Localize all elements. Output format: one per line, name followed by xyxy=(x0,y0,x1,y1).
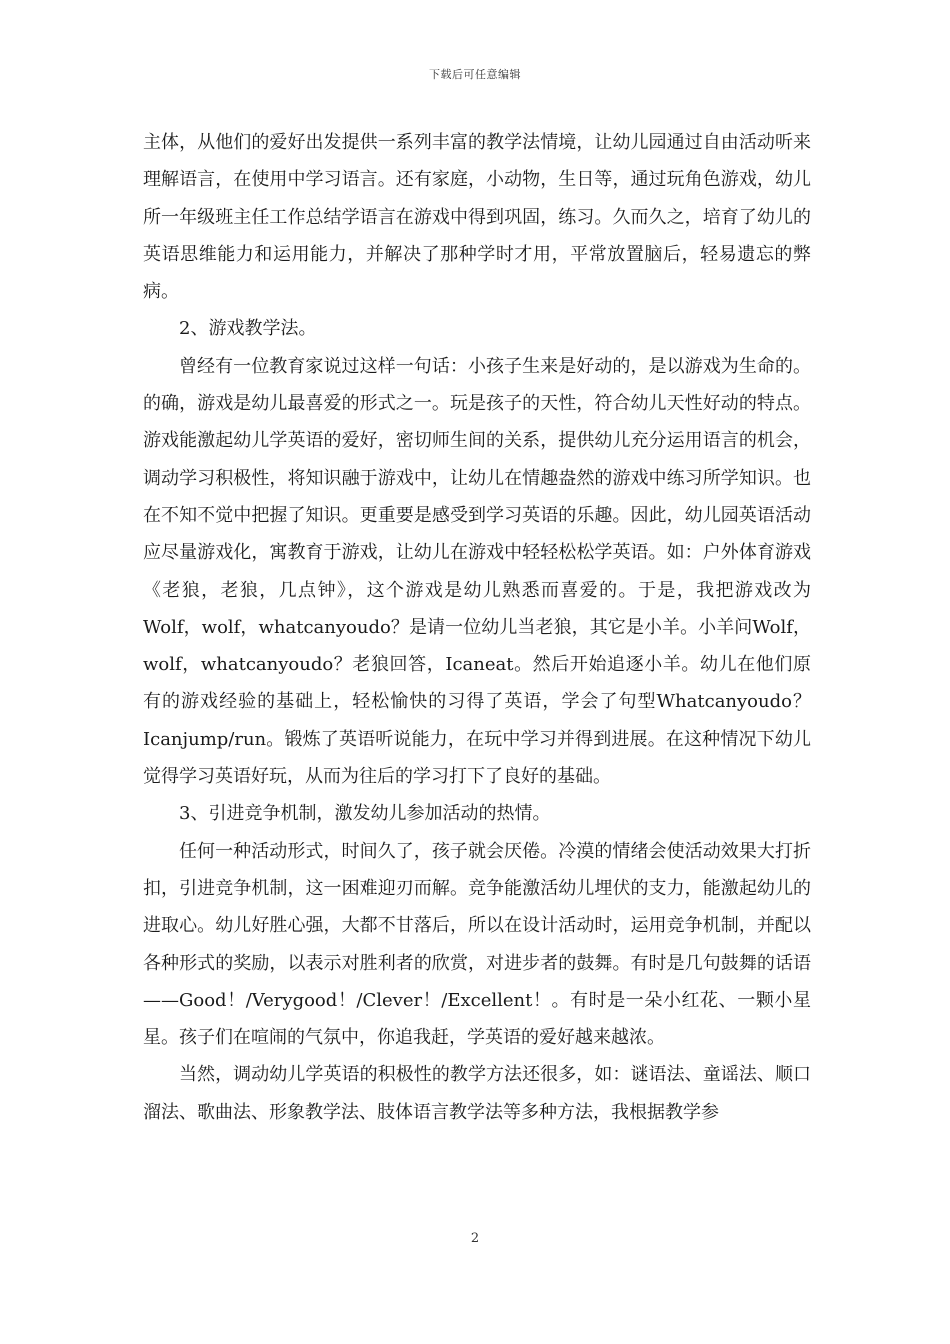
paragraph-competition: 任何一种活动形式，时间久了，孩子就会厌倦。冷漠的情绪会使活动效果大打折扣，引进竞争机制，这一困难迎刃而解。竞争能激活幼儿埋伏的支力，能激起幼儿的进取心。幼儿好胜心强，大都不甘落后，所以在设计活动时，运用竞争机制，并配以各种形式的奖励，以表示对胜利者的欣赏，对进步者的鼓舞。有时是几句鼓舞的话语——Good！/Verygood！/Clever！/Excellent！。有时是一朵小红花、一颗小星星。孩子们在喧闹的气氛中，你追我赶，学英语的爱好越来越浓。 xyxy=(143,840,811,1049)
section-heading-competition: 3、引进竞争机制，激发幼儿参加活动的热情。 xyxy=(179,803,551,825)
document-body xyxy=(143,124,811,1131)
page-header: 下载后可任意编辑 xyxy=(429,68,521,81)
section-heading-game-method: 2、游戏教学法。 xyxy=(179,318,317,340)
paragraph-other-methods: 当然，调动幼儿学英语的积极性的教学方法还很多，如：谜语法、童谣法、顺口溜法、歌曲法、形象教学法、肢体语言教学法等多种方法，我根据教学参 xyxy=(143,1064,811,1123)
paragraph-game-method: 曾经有一位教育家说过这样一句话：小孩子生来是好动的，是以游戏为生命的。的确，游戏是幼儿最喜爱的形式之一。玩是孩子的天性，符合幼儿天性好动的特点。游戏能激起幼儿学英语的爱好，密切师生间的关系，提供幼儿充分运用语言的机会，调动学习积极性，将知识融于游戏中，让幼儿在情趣盎然的游戏中练习所学知识。也在不知不觉中把握了知识。更重要是感受到学习英语的乐趣。因此，幼儿园英语活动应尽量游戏化，寓教育于游戏，让幼儿在游戏中轻轻松松学英语。如：户外体育游戏《老狼，老狼，几点钟》，这个游戏是幼儿熟悉而喜爱的。于是，我把游戏改为Wolf，wolf，whatcanyoudo？是请一位幼儿当老狼，其它是小羊。小羊问Wolf，wolf，whatcanyoudo？老狼回答，Icaneat。然后开始追逐小羊。幼儿在他们原有的游戏经验的基础上，轻松愉快的习得了英语，学会了句型Whatcanyoudo？Icanjump/run。锻炼了英语听说能力，在玩中学习并得到进展。在这种情况下幼儿觉得学习英语好玩，从而为往后的学习打下了良好的基础。 xyxy=(143,355,811,788)
paragraph-continuation: 主体，从他们的爱好出发提供一系列丰富的教学法情境，让幼儿园通过自由活动听来理解语言，在使用中学习语言。还有家庭，小动物，生日等，通过玩角色游戏，幼儿所一年级班主任工作总结学语言在游戏中得到巩固，练习。久而久之，培育了幼儿的英语思维能力和运用能力，并解决了那种学时才用，平常放置脑后，轻易遗忘的弊病。 xyxy=(143,132,811,303)
page-number: 2 xyxy=(470,1231,480,1246)
